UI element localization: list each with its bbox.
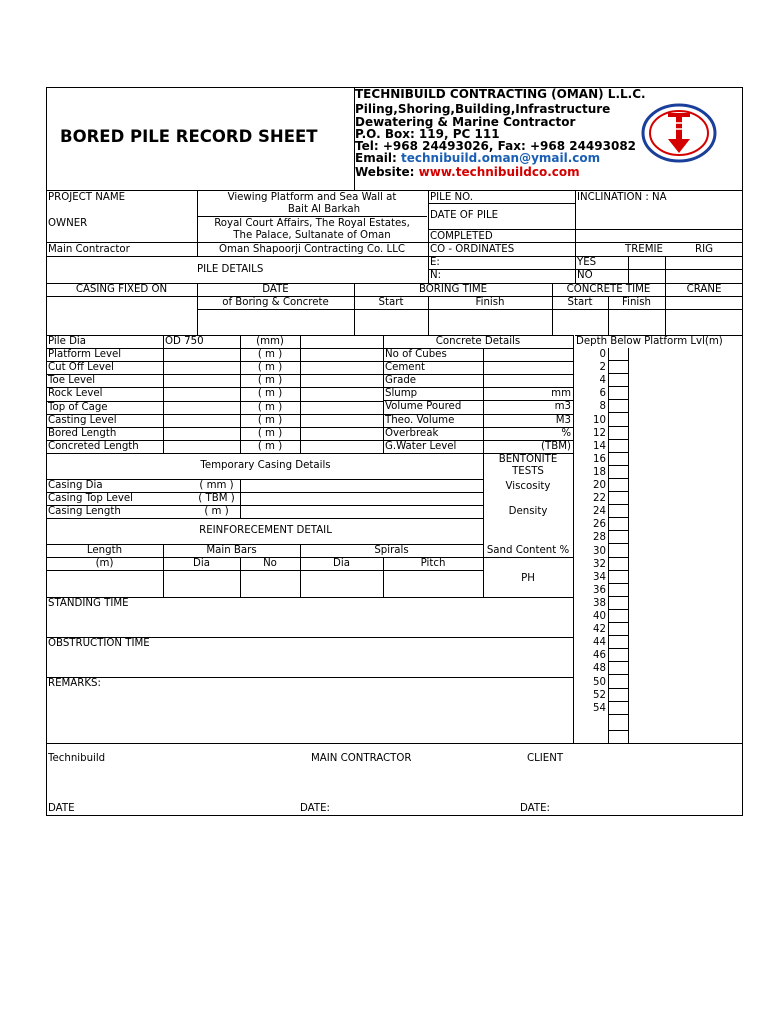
inclination-label: INCLINATION : NA xyxy=(577,192,667,203)
depth-tick xyxy=(608,360,628,361)
casing-row-label: Casing Length xyxy=(48,506,121,517)
concrete-start-label: Start xyxy=(567,297,593,308)
depth-tick xyxy=(608,730,628,731)
depth-tick xyxy=(608,570,628,571)
page-title: BORED PILE RECORD SHEET xyxy=(60,127,318,146)
concrete-row-line xyxy=(383,400,573,401)
bentonite-title-1: BENTONITE xyxy=(498,454,558,465)
depth-tick xyxy=(608,530,628,531)
length-unit: (m) xyxy=(95,558,114,569)
sand-content-label: Sand Content % xyxy=(486,545,570,556)
pile-row-unit: ( m ) xyxy=(257,362,283,374)
pile-row-label: Toe Level xyxy=(48,375,96,387)
owner-value-2: The Palace, Sultanate of Oman xyxy=(233,230,391,241)
company-address: P.O. Box: 119, PC 111 xyxy=(355,127,500,141)
depth-value: 42 xyxy=(593,624,606,636)
reinforcement-header: REINFORECEMENT DETAIL xyxy=(199,525,332,536)
concrete-row-label: Theo. Volume xyxy=(385,414,455,426)
main-bars-no-label: No xyxy=(263,558,277,569)
no-label: NO xyxy=(577,270,593,281)
depth-tick xyxy=(608,426,628,427)
boring-finish-label: Finish xyxy=(475,297,505,308)
depth-value: 12 xyxy=(593,427,606,439)
ph-label: PH xyxy=(521,573,535,584)
rig-label: RIG xyxy=(695,244,713,255)
concrete-row-line xyxy=(383,440,573,441)
depth-tick xyxy=(608,648,628,649)
depth-tick xyxy=(608,386,628,387)
spirals-dia-label: Dia xyxy=(333,558,350,569)
pile-details-label: PILE DETAILS xyxy=(197,264,264,275)
email-link[interactable]: technibuild.oman@ymail.com xyxy=(401,151,601,165)
company-website xyxy=(355,166,580,179)
depth-tick xyxy=(608,622,628,623)
depth-value: 16 xyxy=(593,453,606,465)
density-label: Density xyxy=(508,506,548,517)
depth-value: 8 xyxy=(599,401,606,413)
owner-label: OWNER xyxy=(48,218,88,229)
crane-label: CRANE xyxy=(686,284,722,295)
company-line-1: Piling,Shoring,Building,Infrastructure xyxy=(355,102,611,116)
concrete-row-label: Grade xyxy=(385,375,417,387)
depth-value: 6 xyxy=(599,388,606,400)
concrete-row-line xyxy=(383,414,573,415)
depth-value: 14 xyxy=(593,440,606,452)
pile-row-unit: (mm) xyxy=(256,336,284,347)
company-line-2: Dewatering & Marine Contractor xyxy=(355,115,576,129)
concrete-row-unit: (TBM) xyxy=(541,440,571,452)
depth-tick xyxy=(608,714,628,715)
concrete-row-unit: mm xyxy=(551,388,571,400)
obstruction-time-label: OBSTRUCTION TIME xyxy=(48,638,150,649)
depth-value: 26 xyxy=(593,519,606,531)
length-label: Length xyxy=(86,545,123,556)
pile-row-unit: ( m ) xyxy=(257,388,283,400)
depth-value: 28 xyxy=(593,532,606,544)
footer-technibuild: Technibuild xyxy=(48,753,106,764)
pile-row-unit: ( m ) xyxy=(257,349,283,361)
depth-value: 0 xyxy=(599,349,606,360)
depth-tick xyxy=(608,478,628,479)
coordinates-label: CO - ORDINATES xyxy=(430,244,515,255)
boring-time-label: BORING TIME xyxy=(418,284,488,295)
depth-value: 50 xyxy=(593,676,606,688)
spirals-label: Spirals xyxy=(374,545,409,556)
depth-value: 52 xyxy=(593,689,606,701)
standing-time-label: STANDING TIME xyxy=(48,598,129,609)
pile-row-label: Pile Dia xyxy=(48,336,87,347)
tremie-label: TREMIE xyxy=(625,244,663,255)
depth-tick xyxy=(608,373,628,374)
casing-row-unit: ( m ) xyxy=(204,506,229,517)
viscosity-label: Viscosity xyxy=(505,481,551,492)
email-label: Email: xyxy=(355,151,397,165)
concrete-details-header: Concrete Details xyxy=(435,336,521,347)
depth-value: 20 xyxy=(593,480,606,491)
e-label: E: xyxy=(430,257,440,268)
footer-main-contractor: MAIN CONTRACTOR xyxy=(311,753,412,764)
boring-start-label: Start xyxy=(378,297,404,308)
concrete-row-unit: m3 xyxy=(554,401,571,413)
company-email xyxy=(355,152,600,165)
pile-row-label: Casting Level xyxy=(48,414,117,426)
concrete-row-line xyxy=(383,374,573,375)
casing-row-label: Casing Dia xyxy=(48,480,103,491)
depth-tick xyxy=(608,504,628,505)
depth-value: 46 xyxy=(593,650,606,662)
pile-row-line xyxy=(46,374,383,375)
depth-value: 10 xyxy=(593,414,606,426)
pile-row-label: Concreted Length xyxy=(48,440,139,452)
main-contractor-label: Main Contractor xyxy=(48,244,130,255)
depth-value: 32 xyxy=(593,558,606,570)
pile-row-label: Platform Level xyxy=(48,349,122,361)
depth-value: 30 xyxy=(593,545,606,557)
pile-row-value: OD 750 xyxy=(165,336,204,347)
main-contractor-value: Oman Shapoorji Contracting Co. LLC xyxy=(219,244,405,255)
pile-row-unit: ( m ) xyxy=(257,401,283,413)
depth-header: Depth Below Platform Lvl(m) xyxy=(576,336,723,347)
concrete-row-line xyxy=(383,387,573,388)
footer-date-1: DATE xyxy=(48,803,75,814)
depth-tick xyxy=(608,399,628,400)
date-of-pile-label: DATE OF PILE xyxy=(430,210,499,221)
yes-label: YES xyxy=(577,257,597,268)
owner-value-1: Royal Court Affairs, The Royal Estates, xyxy=(214,218,410,229)
depth-tick xyxy=(608,661,628,662)
pile-row-label: Cut Off Level xyxy=(48,362,114,374)
concrete-row-unit: M3 xyxy=(555,414,571,426)
casing-row-unit: ( mm ) xyxy=(199,480,234,491)
depth-value: 54 xyxy=(593,702,606,714)
concrete-row-label: No of Cubes xyxy=(385,349,447,360)
depth-tick xyxy=(608,439,628,440)
depth-tick xyxy=(608,596,628,597)
project-name-value-1: Viewing Platform and Sea Wall at xyxy=(227,192,397,203)
main-bars-label: Main Bars xyxy=(206,545,257,556)
pile-row-unit: ( m ) xyxy=(257,440,283,452)
concrete-row-unit: % xyxy=(561,427,571,439)
depth-value: 4 xyxy=(599,375,606,387)
pile-row-unit: ( m ) xyxy=(257,414,283,426)
casing-row-label: Casing Top Level xyxy=(48,493,133,504)
of-boring-label: of Boring & Concrete xyxy=(222,297,329,308)
casing-details-header: Temporary Casing Details xyxy=(200,460,331,471)
date-label: DATE xyxy=(262,284,289,295)
completed-label: COMPLETED xyxy=(430,231,493,242)
depth-tick xyxy=(608,701,628,702)
depth-tick xyxy=(608,583,628,584)
footer-client: CLIENT xyxy=(527,753,564,764)
depth-value: 22 xyxy=(593,493,606,505)
concrete-row-label: Overbreak xyxy=(385,427,439,439)
depth-value: 24 xyxy=(593,506,606,518)
pile-row-unit: ( m ) xyxy=(257,375,283,387)
depth-value: 40 xyxy=(593,611,606,622)
depth-value: 18 xyxy=(593,466,606,478)
concrete-time-label: CONCRETE TIME xyxy=(566,284,651,295)
concrete-row-label: G.Water Level xyxy=(385,440,457,452)
depth-tick xyxy=(608,557,628,558)
depth-tick xyxy=(608,412,628,413)
depth-value: 38 xyxy=(593,597,606,609)
company-name: TECHNIBUILD CONTRACTING (OMAN) L.L.C. xyxy=(355,87,646,101)
depth-tick xyxy=(608,517,628,518)
casing-fixed-on-label: CASING FIXED ON xyxy=(75,284,168,295)
depth-tick xyxy=(608,452,628,453)
main-bars-dia-label: Dia xyxy=(193,558,210,569)
depth-tick xyxy=(608,491,628,492)
drill-logo-icon xyxy=(640,101,718,165)
depth-value: 44 xyxy=(593,637,606,649)
depth-value: 36 xyxy=(593,584,606,596)
spirals-pitch-label: Pitch xyxy=(420,558,446,569)
concrete-finish-label: Finish xyxy=(622,297,651,308)
concrete-row-label: Cement xyxy=(385,362,426,374)
depth-value: 48 xyxy=(593,663,606,675)
depth-value: 2 xyxy=(599,362,606,374)
project-name-label: PROJECT NAME xyxy=(48,192,126,203)
depth-tick xyxy=(608,635,628,636)
pile-row-label: Bored Length xyxy=(48,427,117,439)
depth-value: 34 xyxy=(593,571,606,583)
remarks-label: REMARKS: xyxy=(48,678,101,689)
pile-row-label: Rock Level xyxy=(48,388,103,400)
depth-tick xyxy=(608,674,628,675)
concrete-row-line xyxy=(383,427,573,428)
concrete-row-label: Volume Poured xyxy=(385,401,462,413)
n-label: N: xyxy=(430,270,442,281)
pile-row-unit: ( m ) xyxy=(257,427,283,439)
company-tel: Tel: +968 24493026, Fax: +968 24493082 xyxy=(355,139,637,153)
casing-row-unit: ( TBM ) xyxy=(198,493,235,504)
concrete-row-line xyxy=(383,361,573,362)
depth-tick xyxy=(608,609,628,610)
depth-tick xyxy=(608,688,628,689)
website-label: Website: xyxy=(355,165,415,179)
footer-date-2: DATE: xyxy=(300,803,330,814)
pile-no-label: PILE NO. xyxy=(430,192,473,203)
concrete-row-label: Slump xyxy=(385,388,418,400)
bentonite-title-2: TESTS xyxy=(512,466,544,477)
pile-row-label: Top of Cage xyxy=(48,401,108,413)
project-name-value-2: Bait Al Barkah xyxy=(287,204,361,215)
depth-tick xyxy=(608,543,628,544)
footer-date-3: DATE: xyxy=(520,803,550,814)
depth-tick xyxy=(608,465,628,466)
website-link[interactable]: www.technibuildco.com xyxy=(418,165,580,179)
